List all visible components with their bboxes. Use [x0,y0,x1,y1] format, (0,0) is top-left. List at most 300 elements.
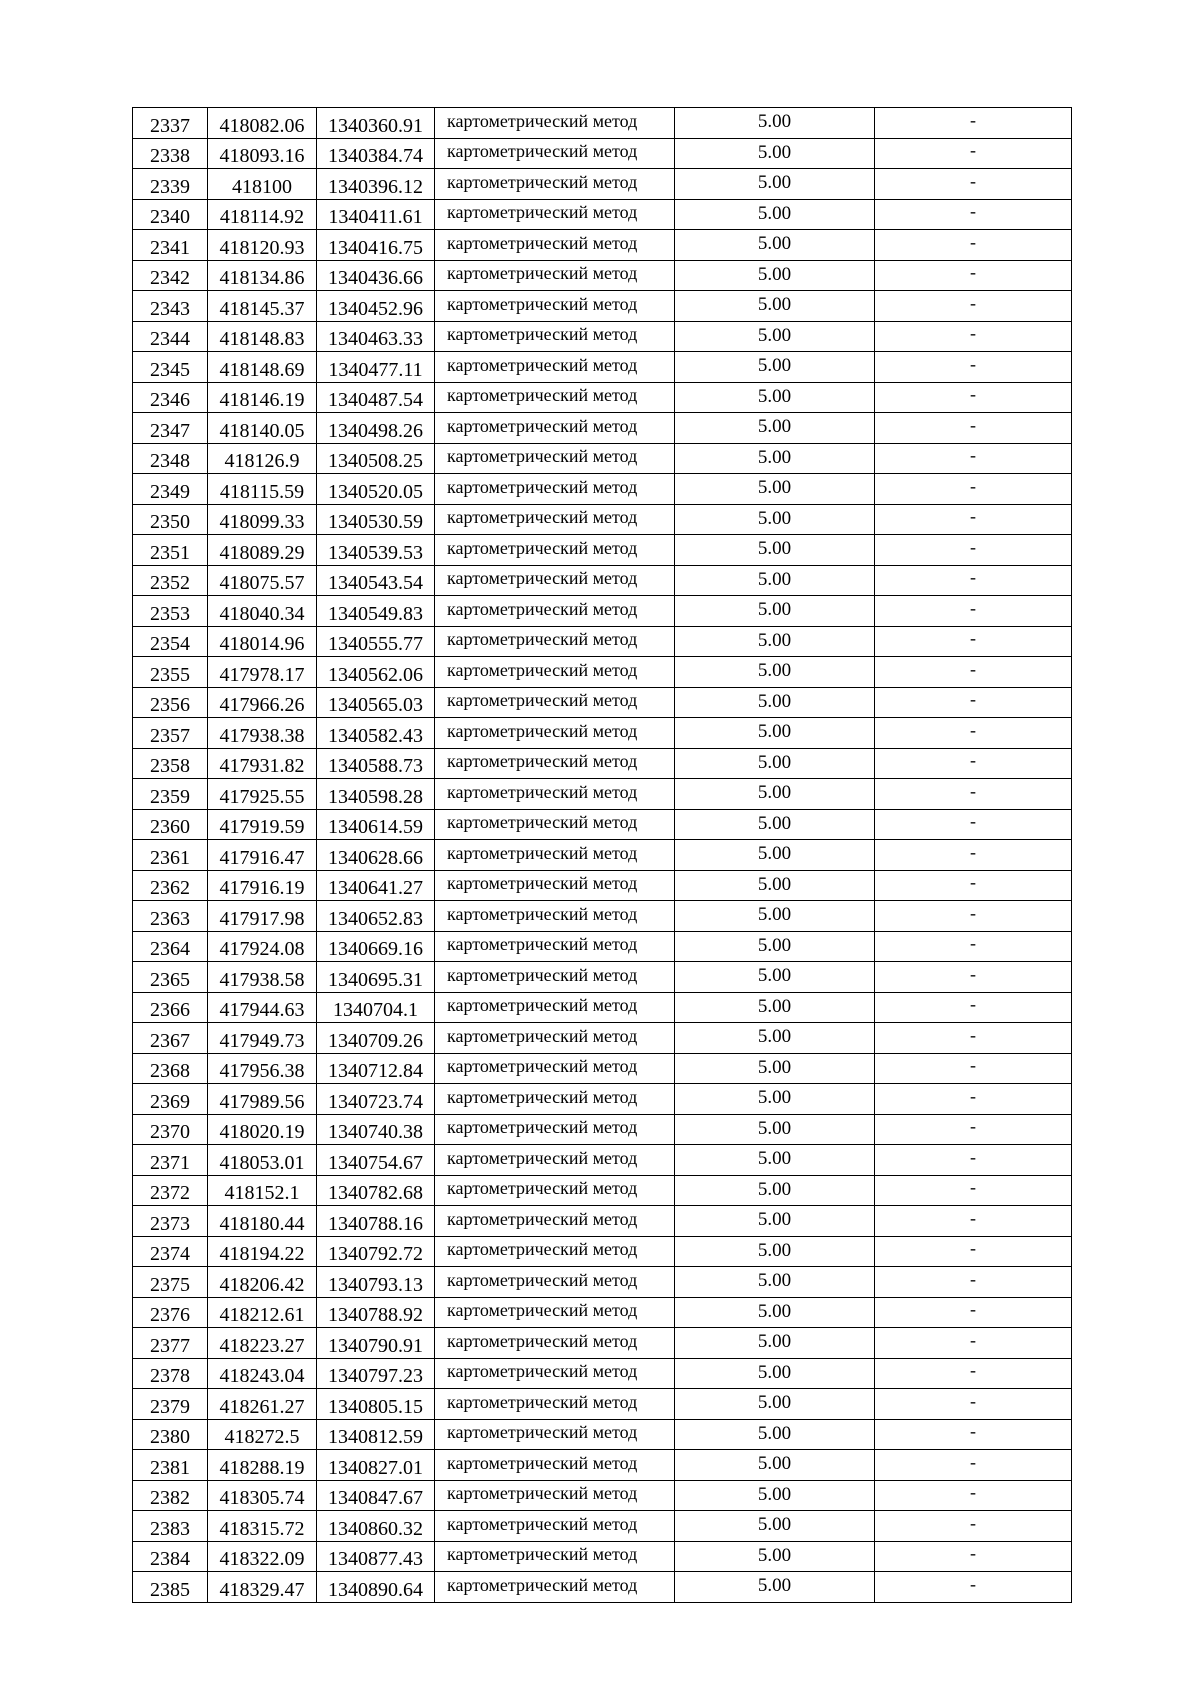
accuracy-cell: 5.00 [675,199,875,230]
point-number-cell: 2361 [133,840,208,871]
note-cell: - [875,596,1072,627]
point-number-cell: 2362 [133,870,208,901]
table-row [133,748,1072,779]
point-number-cell: 2354 [133,626,208,657]
accuracy-cell: 5.00 [675,1419,875,1450]
y-coordinate-cell: 1340754.67 [317,1145,435,1176]
table-row [133,596,1072,627]
x-coordinate-cell: 417924.08 [208,931,317,962]
table-row [133,1267,1072,1298]
point-number-cell: 2338 [133,138,208,169]
method-cell: картометрический метод [435,809,675,840]
accuracy-cell: 5.00 [675,413,875,444]
table-row [133,1114,1072,1145]
x-coordinate-cell: 418093.16 [208,138,317,169]
table-row [133,382,1072,413]
x-coordinate-cell: 418148.83 [208,321,317,352]
point-number-cell: 2348 [133,443,208,474]
table-row [133,1572,1072,1603]
accuracy-cell: 5.00 [675,1358,875,1389]
x-coordinate-cell: 418272.5 [208,1419,317,1450]
point-number-cell: 2344 [133,321,208,352]
point-number-cell: 2347 [133,413,208,444]
point-number-cell: 2353 [133,596,208,627]
table-row [133,901,1072,932]
note-cell: - [875,840,1072,871]
note-cell: - [875,901,1072,932]
accuracy-cell: 5.00 [675,138,875,169]
method-cell: картометрический метод [435,1572,675,1603]
x-coordinate-cell: 417966.26 [208,687,317,718]
method-cell: картометрический метод [435,779,675,810]
x-coordinate-cell: 417916.47 [208,840,317,871]
y-coordinate-cell: 1340588.73 [317,748,435,779]
point-number-cell: 2377 [133,1328,208,1359]
y-coordinate-cell: 1340812.59 [317,1419,435,1450]
point-number-cell: 2375 [133,1267,208,1298]
table-row [133,1450,1072,1481]
accuracy-cell: 5.00 [675,931,875,962]
point-number-cell: 2352 [133,565,208,596]
y-coordinate-cell: 1340565.03 [317,687,435,718]
method-cell: картометрический метод [435,1389,675,1420]
note-cell: - [875,779,1072,810]
accuracy-cell: 5.00 [675,870,875,901]
table-row [133,1236,1072,1267]
accuracy-cell: 5.00 [675,291,875,322]
accuracy-cell: 5.00 [675,352,875,383]
accuracy-cell: 5.00 [675,809,875,840]
point-number-cell: 2368 [133,1053,208,1084]
accuracy-cell: 5.00 [675,1084,875,1115]
y-coordinate-cell: 1340669.16 [317,931,435,962]
table-row [133,413,1072,444]
point-number-cell: 2365 [133,962,208,993]
x-coordinate-cell: 418223.27 [208,1328,317,1359]
method-cell: картометрический метод [435,291,675,322]
point-number-cell: 2343 [133,291,208,322]
note-cell: - [875,443,1072,474]
table-row [133,474,1072,505]
point-number-cell: 2349 [133,474,208,505]
table-row [133,352,1072,383]
x-coordinate-cell: 417956.38 [208,1053,317,1084]
method-cell: картометрический метод [435,108,675,139]
x-coordinate-cell: 418020.19 [208,1114,317,1145]
method-cell: картометрический метод [435,1084,675,1115]
point-number-cell: 2345 [133,352,208,383]
note-cell: - [875,657,1072,688]
coordinates-table [132,107,1072,1603]
table-row [133,1145,1072,1176]
point-number-cell: 2357 [133,718,208,749]
y-coordinate-cell: 1340508.25 [317,443,435,474]
accuracy-cell: 5.00 [675,1145,875,1176]
accuracy-cell: 5.00 [675,169,875,200]
note-cell: - [875,1572,1072,1603]
point-number-cell: 2341 [133,230,208,261]
note-cell: - [875,718,1072,749]
table-row [133,1541,1072,1572]
accuracy-cell: 5.00 [675,108,875,139]
table-row [133,809,1072,840]
accuracy-cell: 5.00 [675,535,875,566]
method-cell: картометрический метод [435,1541,675,1572]
x-coordinate-cell: 418115.59 [208,474,317,505]
accuracy-cell: 5.00 [675,1297,875,1328]
point-number-cell: 2350 [133,504,208,535]
table-row [133,1328,1072,1359]
note-cell: - [875,809,1072,840]
note-cell: - [875,352,1072,383]
x-coordinate-cell: 418014.96 [208,626,317,657]
x-coordinate-cell: 417917.98 [208,901,317,932]
y-coordinate-cell: 1340436.66 [317,260,435,291]
y-coordinate-cell: 1340709.26 [317,1023,435,1054]
point-number-cell: 2383 [133,1511,208,1542]
x-coordinate-cell: 418180.44 [208,1206,317,1237]
accuracy-cell: 5.00 [675,718,875,749]
accuracy-cell: 5.00 [675,1053,875,1084]
method-cell: картометрический метод [435,1267,675,1298]
accuracy-cell: 5.00 [675,1389,875,1420]
y-coordinate-cell: 1340411.61 [317,199,435,230]
point-number-cell: 2379 [133,1389,208,1420]
point-number-cell: 2351 [133,535,208,566]
table-row [133,1023,1072,1054]
table-row [133,1511,1072,1542]
note-cell: - [875,626,1072,657]
method-cell: картометрический метод [435,352,675,383]
accuracy-cell: 5.00 [675,1114,875,1145]
x-coordinate-cell: 417978.17 [208,657,317,688]
accuracy-cell: 5.00 [675,1480,875,1511]
y-coordinate-cell: 1340463.33 [317,321,435,352]
accuracy-cell: 5.00 [675,1236,875,1267]
x-coordinate-cell: 418082.06 [208,108,317,139]
x-coordinate-cell: 418126.9 [208,443,317,474]
y-coordinate-cell: 1340788.16 [317,1206,435,1237]
accuracy-cell: 5.00 [675,1450,875,1481]
x-coordinate-cell: 417938.58 [208,962,317,993]
x-coordinate-cell: 418194.22 [208,1236,317,1267]
note-cell: - [875,1541,1072,1572]
y-coordinate-cell: 1340797.23 [317,1358,435,1389]
point-number-cell: 2367 [133,1023,208,1054]
point-number-cell: 2340 [133,199,208,230]
y-coordinate-cell: 1340549.83 [317,596,435,627]
table-row [133,1480,1072,1511]
x-coordinate-cell: 418145.37 [208,291,317,322]
note-cell: - [875,1328,1072,1359]
accuracy-cell: 5.00 [675,230,875,261]
table-row [133,1419,1072,1450]
method-cell: картометрический метод [435,230,675,261]
note-cell: - [875,1358,1072,1389]
table-row [133,565,1072,596]
method-cell: картометрический метод [435,840,675,871]
table-row [133,1297,1072,1328]
point-number-cell: 2374 [133,1236,208,1267]
y-coordinate-cell: 1340477.11 [317,352,435,383]
y-coordinate-cell: 1340827.01 [317,1450,435,1481]
accuracy-cell: 5.00 [675,1175,875,1206]
note-cell: - [875,1450,1072,1481]
note-cell: - [875,1480,1072,1511]
note-cell: - [875,138,1072,169]
method-cell: картометрический метод [435,687,675,718]
table-row [133,1175,1072,1206]
x-coordinate-cell: 418100 [208,169,317,200]
y-coordinate-cell: 1340652.83 [317,901,435,932]
point-number-cell: 2384 [133,1541,208,1572]
accuracy-cell: 5.00 [675,748,875,779]
table-row [133,1389,1072,1420]
note-cell: - [875,260,1072,291]
table-row [133,1053,1072,1084]
y-coordinate-cell: 1340416.75 [317,230,435,261]
x-coordinate-cell: 418212.61 [208,1297,317,1328]
note-cell: - [875,504,1072,535]
y-coordinate-cell: 1340782.68 [317,1175,435,1206]
x-coordinate-cell: 418053.01 [208,1145,317,1176]
method-cell: картометрический метод [435,535,675,566]
note-cell: - [875,382,1072,413]
x-coordinate-cell: 417944.63 [208,992,317,1023]
table-row [133,840,1072,871]
x-coordinate-cell: 418140.05 [208,413,317,444]
method-cell: картометрический метод [435,718,675,749]
x-coordinate-cell: 418152.1 [208,1175,317,1206]
method-cell: картометрический метод [435,1480,675,1511]
point-number-cell: 2359 [133,779,208,810]
point-number-cell: 2370 [133,1114,208,1145]
y-coordinate-cell: 1340847.67 [317,1480,435,1511]
method-cell: картометрический метод [435,1145,675,1176]
note-cell: - [875,535,1072,566]
method-cell: картометрический метод [435,992,675,1023]
y-coordinate-cell: 1340543.54 [317,565,435,596]
x-coordinate-cell: 418075.57 [208,565,317,596]
note-cell: - [875,962,1072,993]
point-number-cell: 2356 [133,687,208,718]
y-coordinate-cell: 1340396.12 [317,169,435,200]
note-cell: - [875,474,1072,505]
y-coordinate-cell: 1340641.27 [317,870,435,901]
point-number-cell: 2355 [133,657,208,688]
y-coordinate-cell: 1340860.32 [317,1511,435,1542]
x-coordinate-cell: 418089.29 [208,535,317,566]
point-number-cell: 2371 [133,1145,208,1176]
x-coordinate-cell: 418148.69 [208,352,317,383]
accuracy-cell: 5.00 [675,626,875,657]
y-coordinate-cell: 1340539.53 [317,535,435,566]
table-row [133,1358,1072,1389]
point-number-cell: 2358 [133,748,208,779]
table-row [133,718,1072,749]
note-cell: - [875,230,1072,261]
point-number-cell: 2360 [133,809,208,840]
method-cell: картометрический метод [435,1419,675,1450]
note-cell: - [875,1114,1072,1145]
y-coordinate-cell: 1340792.72 [317,1236,435,1267]
note-cell: - [875,1145,1072,1176]
note-cell: - [875,931,1072,962]
method-cell: картометрический метод [435,1023,675,1054]
table-row [133,535,1072,566]
y-coordinate-cell: 1340360.91 [317,108,435,139]
x-coordinate-cell: 418114.92 [208,199,317,230]
y-coordinate-cell: 1340628.66 [317,840,435,871]
y-coordinate-cell: 1340695.31 [317,962,435,993]
y-coordinate-cell: 1340530.59 [317,504,435,535]
y-coordinate-cell: 1340582.43 [317,718,435,749]
x-coordinate-cell: 417916.19 [208,870,317,901]
table-row [133,992,1072,1023]
x-coordinate-cell: 417949.73 [208,1023,317,1054]
x-coordinate-cell: 417989.56 [208,1084,317,1115]
point-number-cell: 2364 [133,931,208,962]
table-row [133,657,1072,688]
note-cell: - [875,1084,1072,1115]
table-row [133,138,1072,169]
method-cell: картометрический метод [435,1297,675,1328]
table-row [133,931,1072,962]
table-row [133,443,1072,474]
accuracy-cell: 5.00 [675,1572,875,1603]
method-cell: картометрический метод [435,138,675,169]
method-cell: картометрический метод [435,565,675,596]
x-coordinate-cell: 418329.47 [208,1572,317,1603]
point-number-cell: 2376 [133,1297,208,1328]
y-coordinate-cell: 1340520.05 [317,474,435,505]
table-row [133,321,1072,352]
x-coordinate-cell: 417938.38 [208,718,317,749]
accuracy-cell: 5.00 [675,657,875,688]
note-cell: - [875,321,1072,352]
method-cell: картометрический метод [435,169,675,200]
method-cell: картометрический метод [435,1175,675,1206]
y-coordinate-cell: 1340890.64 [317,1572,435,1603]
y-coordinate-cell: 1340723.74 [317,1084,435,1115]
note-cell: - [875,870,1072,901]
point-number-cell: 2337 [133,108,208,139]
y-coordinate-cell: 1340788.92 [317,1297,435,1328]
point-number-cell: 2385 [133,1572,208,1603]
method-cell: картометрический метод [435,748,675,779]
y-coordinate-cell: 1340877.43 [317,1541,435,1572]
table-row [133,230,1072,261]
note-cell: - [875,1389,1072,1420]
y-coordinate-cell: 1340704.1 [317,992,435,1023]
accuracy-cell: 5.00 [675,901,875,932]
method-cell: картометрический метод [435,626,675,657]
method-cell: картометрический метод [435,413,675,444]
note-cell: - [875,199,1072,230]
note-cell: - [875,687,1072,718]
accuracy-cell: 5.00 [675,1023,875,1054]
point-number-cell: 2366 [133,992,208,1023]
accuracy-cell: 5.00 [675,565,875,596]
method-cell: картометрический метод [435,1358,675,1389]
accuracy-cell: 5.00 [675,504,875,535]
method-cell: картометрический метод [435,931,675,962]
x-coordinate-cell: 418146.19 [208,382,317,413]
accuracy-cell: 5.00 [675,962,875,993]
accuracy-cell: 5.00 [675,321,875,352]
table-row [133,199,1072,230]
table-row [133,779,1072,810]
y-coordinate-cell: 1340740.38 [317,1114,435,1145]
method-cell: картометрический метод [435,1236,675,1267]
note-cell: - [875,1206,1072,1237]
y-coordinate-cell: 1340384.74 [317,138,435,169]
point-number-cell: 2346 [133,382,208,413]
point-number-cell: 2372 [133,1175,208,1206]
x-coordinate-cell: 418206.42 [208,1267,317,1298]
table-row [133,626,1072,657]
x-coordinate-cell: 418322.09 [208,1541,317,1572]
note-cell: - [875,1297,1072,1328]
point-number-cell: 2373 [133,1206,208,1237]
accuracy-cell: 5.00 [675,443,875,474]
x-coordinate-cell: 417919.59 [208,809,317,840]
y-coordinate-cell: 1340562.06 [317,657,435,688]
method-cell: картометрический метод [435,382,675,413]
x-coordinate-cell: 418134.86 [208,260,317,291]
y-coordinate-cell: 1340793.13 [317,1267,435,1298]
accuracy-cell: 5.00 [675,474,875,505]
accuracy-cell: 5.00 [675,992,875,1023]
note-cell: - [875,108,1072,139]
accuracy-cell: 5.00 [675,1511,875,1542]
accuracy-cell: 5.00 [675,1267,875,1298]
method-cell: картометрический метод [435,1511,675,1542]
note-cell: - [875,1053,1072,1084]
note-cell: - [875,291,1072,322]
note-cell: - [875,413,1072,444]
y-coordinate-cell: 1340452.96 [317,291,435,322]
note-cell: - [875,1023,1072,1054]
point-number-cell: 2382 [133,1480,208,1511]
method-cell: картометрический метод [435,199,675,230]
table-row [133,1206,1072,1237]
note-cell: - [875,992,1072,1023]
accuracy-cell: 5.00 [675,260,875,291]
x-coordinate-cell: 417931.82 [208,748,317,779]
table-row [133,870,1072,901]
point-number-cell: 2381 [133,1450,208,1481]
table-row [133,1084,1072,1115]
point-number-cell: 2369 [133,1084,208,1115]
note-cell: - [875,1236,1072,1267]
accuracy-cell: 5.00 [675,596,875,627]
x-coordinate-cell: 418315.72 [208,1511,317,1542]
point-number-cell: 2378 [133,1358,208,1389]
accuracy-cell: 5.00 [675,1541,875,1572]
accuracy-cell: 5.00 [675,1328,875,1359]
table-row [133,291,1072,322]
method-cell: картометрический метод [435,504,675,535]
table-row [133,108,1072,139]
method-cell: картометрический метод [435,321,675,352]
y-coordinate-cell: 1340790.91 [317,1328,435,1359]
y-coordinate-cell: 1340555.77 [317,626,435,657]
accuracy-cell: 5.00 [675,779,875,810]
method-cell: картометрический метод [435,260,675,291]
x-coordinate-cell: 418243.04 [208,1358,317,1389]
y-coordinate-cell: 1340805.15 [317,1389,435,1420]
